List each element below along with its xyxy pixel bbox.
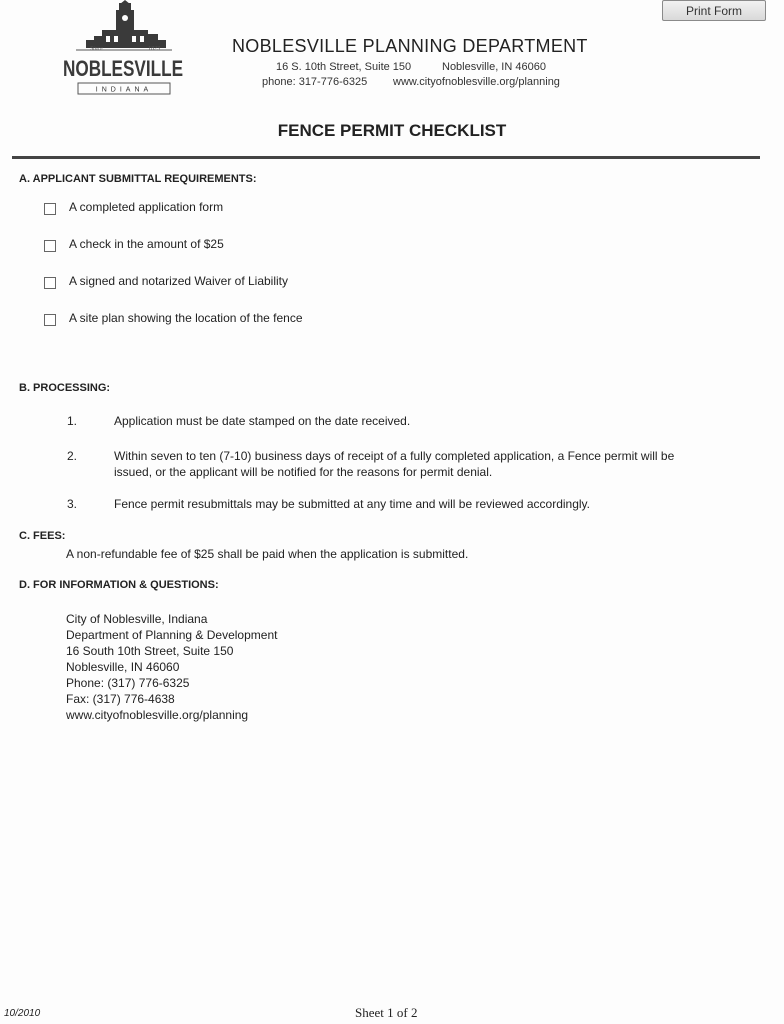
contact-fax: Fax: (317) 776-4638 (66, 692, 175, 706)
since-year: 1823 (148, 46, 160, 52)
since-text: Since (90, 46, 103, 52)
contact-department: Department of Planning & Development (66, 628, 278, 642)
checklist-item: A signed and notarized Waiver of Liability (69, 274, 289, 288)
checklist-item: A check in the amount of $25 (69, 237, 224, 251)
department-name: NOBLESVILLE PLANNING DEPARTMENT (232, 36, 588, 56)
contact-city: City of Noblesville, Indiana (66, 612, 208, 626)
address-city: Noblesville, IN 46060 (442, 61, 546, 73)
phone-number: phone: 317-776-6325 (262, 76, 368, 88)
processing-item-1: Application must be date stamped on the date received. (114, 414, 411, 428)
checkbox-application-form[interactable] (44, 203, 56, 215)
revision-date: 10/2010 (4, 1008, 41, 1019)
noblesville-logo (56, 0, 191, 104)
contact-street: 16 South 10th Street, Suite 150 (66, 644, 234, 658)
section-a-heading: A. APPLICANT SUBMITTAL REQUIREMENTS: (19, 173, 257, 185)
contact-phone: Phone: (317) 776-6325 (66, 676, 190, 690)
checkbox-waiver[interactable] (44, 277, 56, 289)
contact-info (66, 611, 277, 723)
page-title: FENCE PERMIT CHECKLIST (277, 121, 507, 140)
print-form-button[interactable]: Print Form (662, 0, 766, 21)
section-d-heading: D. FOR INFORMATION & QUESTIONS: (19, 579, 219, 591)
section-b-heading: B. PROCESSING: (19, 382, 111, 394)
fees-text: A non-refundable fee of $25 shall be paid when the application is submitted. (66, 547, 469, 561)
processing-item-2: Within seven to ten (7-10) business days of receipt of a fully completed application, a Fence permit will be issued, or the applicant will be notified for the reasons for permit denial. (114, 449, 675, 479)
processing-item-3: Fence permit resubmittals may be submitted at any time and will be reviewed accordingly. (114, 497, 590, 511)
checklist-item: A site plan showing the location of the fence (69, 311, 303, 325)
section-c-heading: C. FEES: (19, 530, 66, 542)
contact-city-zip: Noblesville, IN 46060 (66, 660, 180, 674)
item-number: 3. (67, 497, 78, 511)
checkbox-check-amount[interactable] (44, 240, 56, 252)
checklist-item: A completed application form (69, 200, 224, 214)
checkbox-site-plan[interactable] (44, 314, 56, 326)
sheet-number: Sheet 1 of 2 (355, 1005, 418, 1020)
logo-state: INDIANA (95, 86, 153, 94)
address-street: 16 S. 10th Street, Suite 150 (276, 61, 412, 73)
website-link[interactable]: www.cityofnoblesville.org/planning (393, 76, 560, 88)
title-divider (12, 156, 760, 159)
contact-website[interactable]: www.cityofnoblesville.org/planning (66, 708, 249, 722)
item-number: 2. (67, 449, 78, 463)
item-number: 1. (67, 414, 78, 428)
logo-name: NOBLESVILLE (63, 56, 183, 81)
